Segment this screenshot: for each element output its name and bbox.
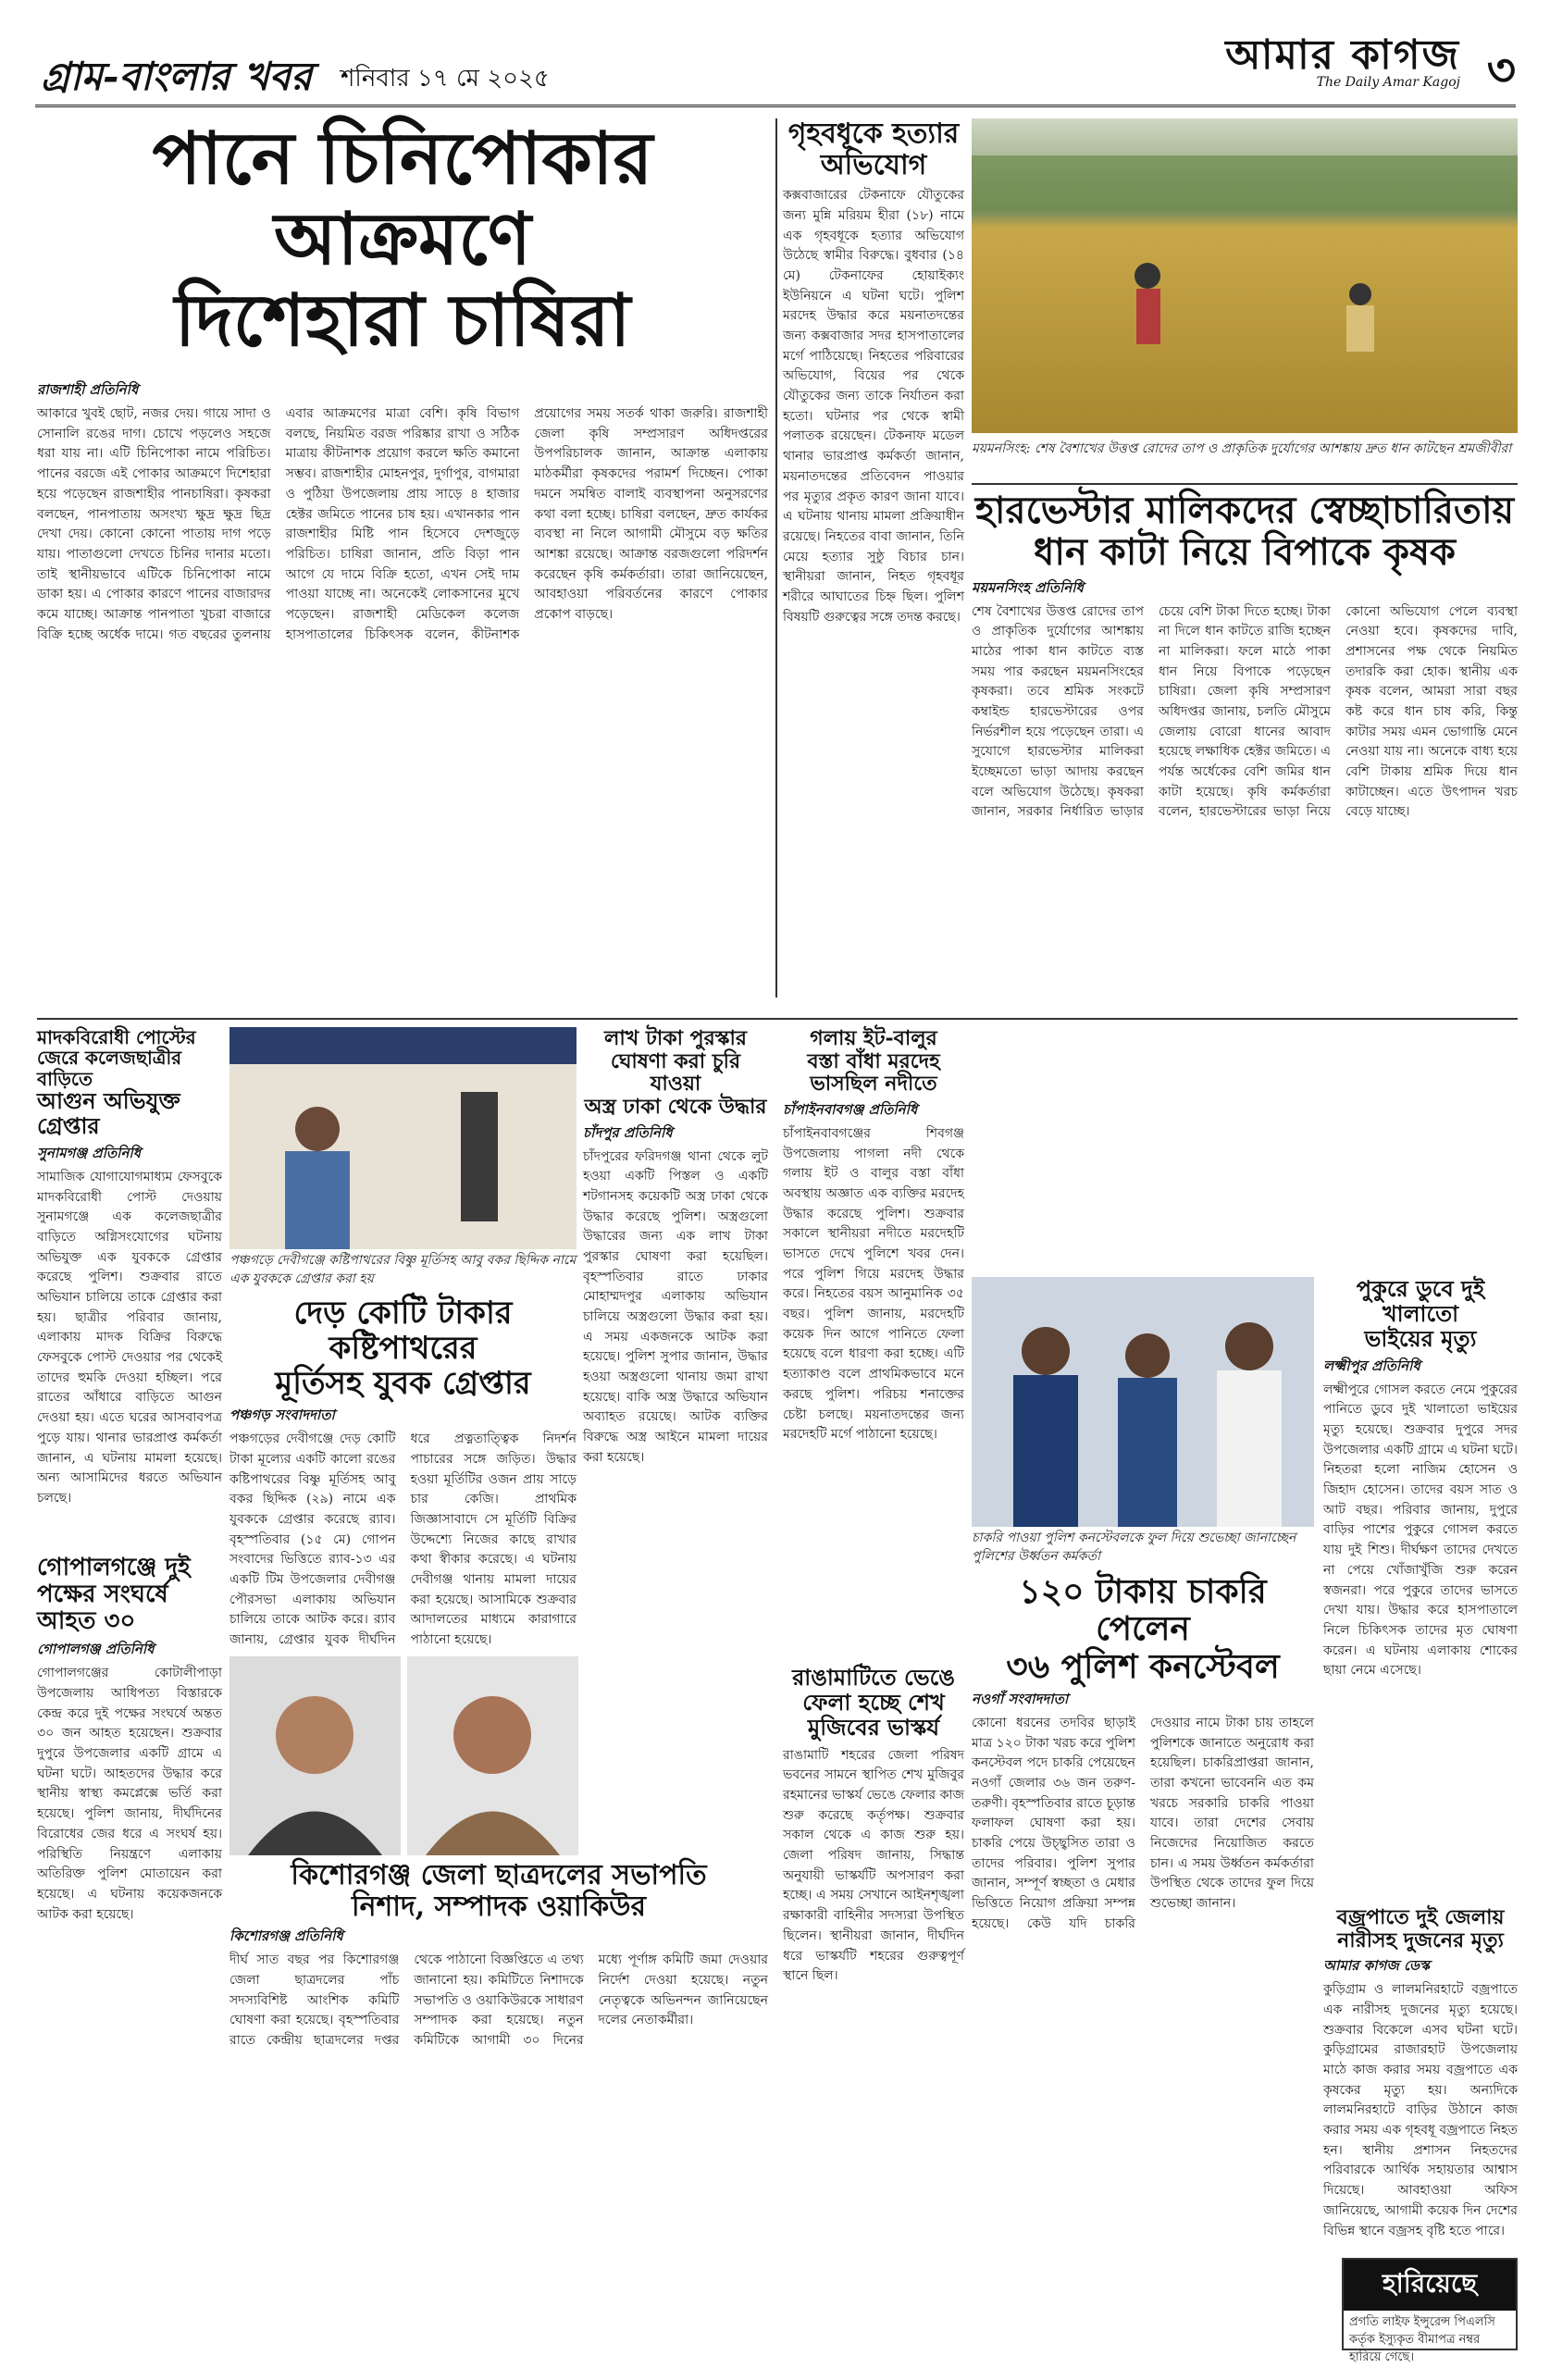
- byline: গোপালগঞ্জ প্রতিনিধি: [37, 1641, 155, 1658]
- section-title: গ্রাম-বাংলার খবর: [41, 54, 313, 99]
- headline: বজ্রপাতে দুই জেলায় নারীসহ দুজনের মৃত্যু: [1336, 1905, 1505, 1952]
- byline: কিশোরগঞ্জ প্রতিনিধি: [229, 1928, 343, 1945]
- lost-notice: [1342, 2258, 1518, 2364]
- byline: চাঁপাইনবাবগঞ্জ প্রতিনিধি: [783, 1100, 918, 1118]
- article-body: চাঁদপুরের ফরিদগঞ্জ থানা থেকে লুট হওয়া একটি পিস্তল ও একটি শটগানসহ কয়েকটি অস্ত্র ঢাকা থেকে উদ্ধার করেছে পুলিশ। অস্ত্রগুলো উদ্ধারের জন্য এক লাখ টাকা পুরস্কার ঘোষণা করা হয়েছিল। বৃহস্পতিবার রাতে ঢাকার মোহাম্মদপুর এলাকায় অভিযান চালিয়ে অস্ত্রগুলো উদ্ধার করা হয়। এ সময় একজনকে আটক করা হয়েছে। পুলিশ সুপার জানান, উদ্ধার হওয়া অস্ত্রগুলো থানায় জমা রাখা হয়েছে। বাকি অস্ত্র উদ্ধারে অভিযান অব্যাহত রয়েছে। আটক ব্যক্তির বিরুদ্ধে অস্ত্র আইনে মামলা দায়ের করা হয়েছে।: [583, 1148, 768, 1465]
- constable-photo-image: [972, 1277, 1314, 1527]
- arrest-photo-image: [229, 1027, 577, 1249]
- headline: গৃহবধূকে হত্যার অভিযোগ: [787, 118, 960, 181]
- article-body: দীর্ঘ সাত বছর পর কিশোরগঞ্জ জেলা ছাত্রদলের পাঁচ সদস্যবিশিষ্ট আংশিক কমিটি ঘোষণা করা হয়েছে। বৃহস্পতিবার রাতে কেন্দ্রীয় ছাত্রদলের দপ্তর থেকে পাঠানো বিজ্ঞপ্তিতে এ তথ্য জানানো হয়। কমিটিতে নিশাদকে সভাপতি ও ওয়াকিউরকে সাধারণ সম্পাদক করা হয়েছে। নতুন কমিটিকে আগামী ৩০ দিনের মধ্যে পূর্ণাঙ্গ কমিটি জমা দেওয়ার নির্দেশ দেওয়া হয়েছে। নতুন নেতৃত্বকে অভিনন্দন জানিয়েছেন দলের নেতাকর্মীরা।: [229, 1952, 768, 2048]
- headline: পানে চিনিপোকার আক্রমণে দিশেহারা চাষিরা: [152, 117, 653, 363]
- photo-caption: ময়মনসিংহ: শেষ বৈশাখের উত্তপ্ত রোদের তাপ ও প্রাকৃতিক দুর্যোগের আশঙ্কায় দ্রুত ধান কাটছেন শ্রমজীবীরা: [972, 441, 1512, 456]
- byline: লক্ষ্মীপুর প্রতিনিধি: [1323, 1357, 1420, 1374]
- headline: কিশোরগঞ্জ জেলা ছাত্রদলের সভাপতি নিশাদ, সম্পাদক ওয়াকিউর: [291, 1859, 707, 1923]
- article-stolen-arms: [583, 1027, 768, 1888]
- photo-paddy-harvest: [972, 118, 1518, 433]
- article-betel-pest: [37, 118, 768, 1011]
- headline: ১২০ টাকায় চাকরি পেলেন ৩৬ পুলিশ কনস্টেবল: [1006, 1572, 1280, 1686]
- byline: রাজশাহী প্রতিনিধি: [37, 381, 139, 399]
- byline: পঞ্চগড় সংবাদদাতা: [229, 1407, 335, 1424]
- person-photo-image: [407, 1656, 578, 1855]
- photo-caption: পঞ্চগড়ে দেবীগঞ্জে কষ্টিপাথরের বিষ্ণু মূর্তিসহ আবু বকর ছিদ্দিক নামে এক যুবককে গ্রেপ্তার করা হয়: [229, 1253, 577, 1287]
- headline: মাদকবিরোধী পোস্টের জেরে কলেজছাত্রীর বাড়িতে আগুন অভিযুক্ত গ্রেপ্তার: [37, 1026, 196, 1140]
- headline: দেড় কোটি টাকার কষ্টিপাথরের মূর্তিসহ যুবক গ্রেপ্তার: [275, 1295, 531, 1403]
- byline: সুনামগঞ্জ প্রতিনিধি: [37, 1144, 142, 1161]
- article-body: কোনো ধরনের তদবির ছাড়াই মাত্র ১২০ টাকা খরচ করে পুলিশ কনস্টেবল পদে চাকরি পেয়েছেন নওগাঁ জেলার ৩৬ জন তরুণ-তরুণী। বৃহস্পতিবার রাতে চূড়ান্ত ফলাফল ঘোষণা করা হয়। চাকরি পেয়ে উচ্ছ্বসিত তারা ও তাদের পরিবার। পুলিশ সুপার জানান, সম্পূর্ণ স্বচ্ছতা ও মেধার ভিত্তিতে নিয়োগ প্রক্রিয়া সম্পন্ন হয়েছে। কেউ যদি চাকরি দেওয়ার নামে টাকা চায় তাহলে পুলিশকে জানাতে অনুরোধ করা হয়েছিল। চাকরিপ্রাপ্তরা জানান, তারা কখনো ভাবেননি এত কম খরচে সরকারি চাকরি পাওয়া যাবে। তারা দেশের সেবায় নিজেদের নিয়োজিত করতে চান। এ সময় উর্ধ্বতন কর্মকর্তারা উপস্থিত থেকে তাদের ফুল দিয়ে শুভেচ্ছা জানান।: [972, 1715, 1314, 1931]
- article-harvester-owners: [972, 490, 1518, 990]
- article-housewife-murder: [783, 118, 964, 988]
- article-lightning: [1323, 1906, 1518, 2249]
- divider: [775, 118, 777, 998]
- article-body: চাঁপাইনবাবগঞ্জের শিবগঞ্জ উপজেলায় পাগলা নদী থেকে গলায় ইট ও বালুর বস্তা বাঁধা অবস্থায় অজ্ঞাত এক ব্যক্তির মরদেহ উদ্ধার করেছে পুলিশ। শুক্রবার সকালে স্থানীয়রা নদীতে মরদেহটি ভাসতে দেখে পুলিশে খবর দেন। পরে পুলিশ গিয়ে মরদেহ উদ্ধার করে। নিহতের বয়স আনুমানিক ৩৫ বছর। পুলিশ জানায়, মরদেহটি কয়েক দিন আগে পানিতে ফেলা হয়েছে বলে ধারণা করা হচ্ছে। এটি হত্যাকাণ্ড বলে প্রাথমিকভাবে মনে করছে পুলিশ। পরিচয় শনাক্তের চেষ্টা চলছে। ময়নাতদন্তের জন্য মরদেহটি মর্গে পাঠানো হয়েছে।: [783, 1125, 964, 1443]
- byline: ময়মনসিংহ প্রতিনিধি: [972, 578, 1084, 596]
- person-photo-image: [229, 1656, 401, 1855]
- issue-date: শনিবার ১৭ মে ২০২৫: [341, 65, 550, 93]
- headline: হারভেস্টার মালিকদের স্বেচ্ছাচারিতায় ধান কাটা নিয়ে বিপাকে কৃষক: [974, 489, 1515, 574]
- masthead-logo: আমার কাগজ The Daily Amar Kagoj: [1225, 31, 1460, 90]
- photo-rab-arrest: [229, 1027, 577, 1249]
- article-body: শেষ বৈশাখের উত্তপ্ত রোদের তাপ ও প্রাকৃতিক দুর্যোগের আশঙ্কায় মাঠের পাকা ধান কাটতে ব্যস্ত সময় পার করছেন ময়মনসিংহের কৃষকরা। তবে শ্রমিক সংকটে কম্বাইন্ড হারভেস্টারের ওপর নির্ভরশীল হয়ে পড়েছেন তারা। এ সুযোগে হারভেস্টার মালিকরা ইচ্ছেমতো ভাড়া আদায় করছেন বলে অভিযোগ উঠেছে। কৃষকরা জানান, সরকার নির্ধারিত ভাড়ার চেয়ে বেশি টাকা দিতে হচ্ছে। টাকা না দিলে ধান কাটতে রাজি হচ্ছেন না মালিকরা। ফলে মাঠে পাকা ধান নিয়ে বিপাকে পড়েছেন চাষিরা। জেলা কৃষি সম্প্রসারণ অধিদপ্তর জানায়, চলতি মৌসুমে জেলায় বোরো ধানের আবাদ হয়েছে লক্ষাধিক হেক্টর জমিতে। এ পর্যন্ত অর্ধেকের বেশি জমির ধান কাটা হয়েছে। কৃষি কর্মকর্তারা বলেন, হারভেস্টারের ভাড়া নিয়ে কোনো অভিযোগ পেলে ব্যবস্থা নেওয়া হবে। কৃষকদের দাবি, প্রশাসনের পক্ষ থেকে নিয়মিত তদারকি করা হোক। স্থানীয় এক কৃষক বলেন, আমরা সারা বছর কষ্ট করে ধান চাষ করি, কিন্তু কাটার সময় এমন ভোগান্তি মেনে নেওয়া যায় না। অনেকে বাধ্য হয়ে বেশি টাকায় শ্রমিক দিয়ে ধান কাটাচ্ছেন। এতে উৎপাদন খরচ বেড়ে যাচ্ছে।: [972, 603, 1518, 820]
- paddy-field-image: [972, 118, 1518, 433]
- article-sculpture: [783, 1666, 964, 2350]
- article-body: আকারে খুবই ছোট, নজর দেয়। গায়ে সাদা ও সোনালি রঙের দাগ। চোখে পড়লেও সহজে ধরা যায় না। এটি চিনিপোকা নামে পরিচিত। পানের বরজে এই পোকার আক্রমণে দিশেহারা হয়ে পড়েছেন রাজশাহীর পানচাষিরা। কৃষকরা বলছেন, পানপাতায় অসংখ্য ক্ষুদ্র ক্ষুদ্র ছিদ্র দেখা দেয়। কোনো কোনো পাতায় দাগ পড়ে যায়। পাতাগুলো দেখতে চিনির দানার মতো। তাই স্থানীয়ভাবে এটিকে চিনিপোকা নামে ডাকা হয়। এ পোকার কারণে পানের বাজারদর কমে যাচ্ছে। আক্রান্ত পানপাতা খুচরা বাজারে বিক্রি হচ্ছে অর্ধেক দামে। গত বছরের তুলনায় এবার আক্রমণের মাত্রা বেশি। কৃষি বিভাগ বলছে, নিয়মিত বরজ পরিষ্কার রাখা ও সঠিক মাত্রায় কীটনাশক প্রয়োগ করলে ক্ষতি কমানো সম্ভব। রাজশাহীর মোহনপুর, দুর্গাপুর, বাগমারা ও পুঠিয়া উপজেলায় প্রায় সাড়ে ৪ হাজার হেক্টর জমিতে পানের চাষ হয়। এখানকার পান রাজশাহীর মিষ্টি পান হিসেবে দেশজুড়ে পরিচিত। চাষিরা জানান, প্রতি বিড়া পান আগে যে দামে বিক্রি হতো, এখন সেই দাম পাওয়া যাচ্ছে না। অনেকেই লোকসানের মুখে পড়েছেন। রাজশাহী মেডিকেল কলেজ হাসপাতালের চিকিৎসক বলেন, কীটনাশক প্রয়োগের সময় সতর্ক থাকা জরুরি। রাজশাহী জেলা কৃষি সম্প্রসারণ অধিদপ্তরের উপপরিচালক জানান, আক্রান্ত এলাকায় মাঠকর্মীরা কৃষকদের পরামর্শ দিচ্ছেন। পোকা দমনে সমন্বিত বালাই ব্যবস্থাপনা অনুসরণের কথা বলা হচ্ছে। চাষিরা বলছেন, দ্রুত কার্যকর ব্যবস্থা না নিলে আগামী মৌসুমে বড় ক্ষতির আশঙ্কা রয়েছে। আক্রান্ত বরজগুলো পরিদর্শন করেছেন কৃষি কর্মকর্তারা। তারা জানিয়েছেন, আবহাওয়া পরিবর্তনের কারণে পোকার প্রকোপ বাড়ছে।: [37, 406, 768, 642]
- article-body: কক্সবাজারের টেকনাফে যৌতুকের জন্য মুন্নি মরিয়ম হীরা (১৮) নামে এক গৃহবধূকে হত্যার অভিযোগ উঠেছে স্বামীর বিরুদ্ধে। বুধবার (১৪ মে) টেকনাফের হোয়াইক্যং ইউনিয়নে এ ঘটনা ঘটে। পুলিশ মরদেহ উদ্ধার করে ময়নাতদন্তের জন্য কক্সবাজার সদর হাসপাতালের মর্গে পাঠিয়েছে। নিহতের পরিবারের অভিযোগ, বিয়ের পর থেকে যৌতুকের জন্য তাকে নির্যাতন করা হতো। ঘটনার পর থেকে স্বামী পলাতক রয়েছেন। টেকনাফ মডেল থানার ভারপ্রাপ্ত কর্মকর্তা জানান, ময়নাতদন্তের প্রতিবেদন পাওয়ার পর মৃত্যুর প্রকৃত কারণ জানা যাবে। এ ঘটনায় থানায় মামলা প্রক্রিয়াধীন রয়েছে। নিহতের বাবা জানান, তিনি মেয়ে হত্যার সুষ্ঠু বিচার চান। স্থানীয়রা জানান, নিহত গৃহবধূর শরীরে আঘাতের চিহ্ন ছিল। পুলিশ বিষয়টি গুরুত্বের সঙ্গে তদন্ত করছে।: [783, 188, 964, 625]
- page-number: ৩: [1486, 44, 1516, 96]
- divider: [37, 1018, 1518, 1020]
- byline: আমার কাগজ ডেস্ক: [1323, 1957, 1430, 1975]
- article-drowning: [1323, 1277, 1518, 1897]
- article-arson-arrest: [37, 1027, 222, 1545]
- portrait-secretary: [407, 1656, 578, 1855]
- article-chhatradal: [229, 1860, 768, 2350]
- lost-notice-title: হারিয়েছে: [1344, 2260, 1516, 2311]
- photo-police-constable: [972, 1277, 1314, 1527]
- headline: গোপালগঞ্জে দুই পক্ষের সংঘর্ষে আহত ৩০: [37, 1554, 191, 1636]
- article-idol-seizure: [229, 1295, 577, 1647]
- page-header: [35, 33, 1516, 107]
- article-body: লক্ষ্মীপুরে গোসল করতে নেমে পুকুরের পানিতে ডুবে দুই খালাতো ভাইয়ের মৃত্যু হয়েছে। শুক্রবার দুপুরে সদর উপজেলার একটি গ্রামে এ ঘটনা ঘটে। নিহতরা হলো নাজিম হোসেন ও জিহাদ হোসেন। তাদের বয়স সাত ও আট বছর। পরিবার জানায়, দুপুরে বাড়ির পাশের পুকুরে গোসল করতে যায় দুই শিশু। দীর্ঘক্ষণ তাদের দেখতে না পেয়ে খোঁজাখুঁজি শুরু করেন স্বজনরা। পরে পুকুরে তাদের ভাসতে দেখা যায়। উদ্ধার করে হাসপাতালে নিলে চিকিৎসক তাদের মৃত ঘোষণা করেন। এ ঘটনায় এলাকায় শোকের ছায়া নেমে এসেছে।: [1323, 1382, 1518, 1679]
- headline: রাঙামাটিতে ভেঙে ফেলা হচ্ছে শেখ মুজিবের ভাস্কর্য: [792, 1664, 955, 1741]
- article-river-body: [783, 1027, 964, 1656]
- headline: গলায় ইট-বালুর বস্তা বাঁধা মরদেহ ভাসছিল নদীতে: [807, 1026, 940, 1097]
- article-body: গোপালগঞ্জের কোটালীপাড়া উপজেলায় আধিপত্য বিস্তারকে কেন্দ্র করে দুই পক্ষের সংঘর্ষে অন্তত ৩০ জন আহত হয়েছেন। শুক্রবার দুপুরে উপজেলার একটি গ্রামে এ ঘটনা ঘটে। আহতদের উদ্ধার করে স্থানীয় স্বাস্থ্য কমপ্লেক্সে ভর্তি করা হয়েছে। পুলিশ জানায়, দীর্ঘদিনের বিরোধের জের ধরে এ সংঘর্ষ হয়। পরিস্থিতি নিয়ন্ত্রণে এলাকায় অতিরিক্ত পুলিশ মোতায়েন করা হয়েছে। এ ঘটনায় কয়েকজনকে আটক করা হয়েছে।: [37, 1666, 222, 1922]
- divider: [972, 483, 1518, 485]
- headline: পুকুরে ডুবে দুই খালাতো ভাইয়ের মৃত্যু: [1356, 1275, 1485, 1352]
- byline: চাঁদপুর প্রতিনিধি: [583, 1123, 673, 1141]
- lost-notice-body: প্রগতি লাইফ ইন্সুরেন্স পিএলসি কর্তৃক ইস্যুকৃত বীমাপত্র নম্বর হারিয়ে গেছে।: [1349, 2315, 1495, 2364]
- article-body: রাঙামাটি শহরের জেলা পরিষদ ভবনের সামনে স্থাপিত শেখ মুজিবুর রহমানের ভাস্কর্য ভেঙে ফেলার কাজ শুরু করেছে কর্তৃপক্ষ। শুক্রবার সকাল থেকে এ কাজ শুরু হয়। জেলা পরিষদ জানায়, সিদ্ধান্ত অনুযায়ী ভাস্কর্যটি অপসারণ করা হচ্ছে। এ সময় সেখানে আইনশৃঙ্খলা রক্ষাকারী বাহিনীর সদস্যরা উপস্থিত ছিলেন। স্থানীয়রা জানান, দীর্ঘদিন ধরে ভাস্কর্যটি শহরের গুরুত্বপূর্ণ স্থানে ছিল।: [783, 1747, 964, 1984]
- article-clash: [37, 1555, 222, 2350]
- portrait-president: [229, 1656, 401, 1855]
- article-body: সামাজিক যোগাযোগমাধ্যম ফেসবুকে মাদকবিরোধী পোস্ট দেওয়ায় সুনামগঞ্জে এক কলেজছাত্রীর বাড়িতে অগ্নিসংযোগের ঘটনায় অভিযুক্ত এক যুবককে গ্রেপ্তার করেছে পুলিশ। শুক্রবার রাতে অভিযান চালিয়ে তাকে গ্রেপ্তার করা হয়। ছাত্রীর পরিবার জানায়, এলাকায় মাদক বিক্রির বিরুদ্ধে ফেসবুকে পোস্ট দেওয়ার পর থেকেই তাদের হুমকি দেওয়া হচ্ছিল। পরে রাতের আঁধারে বাড়িতে আগুন দেওয়া হয়। এতে ঘরের আসবাবপত্র পুড়ে যায়। থানার ভারপ্রাপ্ত কর্মকর্তা জানান, এ ঘটনায় মামলা হয়েছে। অন্য আসামিদের ধরতে অভিযান চলছে।: [37, 1169, 222, 1506]
- byline: নওগাঁ সংবাদদাতা: [972, 1690, 1069, 1707]
- article-body: কুড়িগ্রাম ও লালমনিরহাটে বজ্রপাতে এক নারীসহ দুজনের মৃত্যু হয়েছে। শুক্রবার বিকেলে এসব ঘটনা ঘটে। কুড়িগ্রামের রাজারহাট উপজেলায় মাঠে কাজ করার সময় বজ্রপাতে এক কৃষকের মৃত্যু হয়। অন্যদিকে লালমনিরহাটে বাড়ির উঠানে কাজ করার সময় এক গৃহবধূ বজ্রপাতে নিহত হন। স্থানীয় প্রশাসন নিহতদের পরিবারকে আর্থিক সহায়তার আশ্বাস দিয়েছে। আবহাওয়া অফিস জানিয়েছে, আগামী কয়েক দিন দেশের বিভিন্ন স্থানে বজ্রসহ বৃষ্টি হতে পারে।: [1323, 1982, 1518, 2238]
- article-constable-jobs: [972, 1573, 1314, 2350]
- article-body: পঞ্চগড়ের দেবীগঞ্জে দেড় কোটি টাকা মূল্যের একটি কালো রঙের কষ্টিপাথরের বিষ্ণু মূর্তিসহ আবু বকর ছিদ্দিক (২৯) নামে এক যুবককে গ্রেপ্তার করেছে র‍্যাব। বৃহস্পতিবার (১৫ মে) গোপন সংবাদের ভিত্তিতে র‍্যাব-১৩ এর একটি টিম উপজেলার দেবীগঞ্জ পৌরসভা এলাকায় অভিযান চালিয়ে তাকে আটক করে। র‍্যাব জানায়, গ্রেপ্তার যুবক দীর্ঘদিন ধরে প্রত্নতাত্ত্বিক নিদর্শন পাচারের সঙ্গে জড়িত। উদ্ধার হওয়া মূর্তিটির ওজন প্রায় সাড়ে চার কেজি। প্রাথমিক জিজ্ঞাসাবাদে সে মূর্তিটি বিক্রির উদ্দেশ্যে নিজের কাছে রাখার কথা স্বীকার করেছে। এ ঘটনায় দেবীগঞ্জ থানায় মামলা দায়ের করা হয়েছে। আসামিকে শুক্রবার আদালতের মাধ্যমে কারাগারে পাঠানো হয়েছে।: [229, 1432, 577, 1648]
- headline: লাখ টাকা পুরস্কার ঘোষণা করা চুরি যাওয়া অস্ত্র ঢাকা থেকে উদ্ধার: [584, 1026, 767, 1119]
- photo-caption: চাকরি পাওয়া পুলিশ কনস্টেবলকে ফুল দিয়ে শুভেচ্ছা জানাচ্ছেন পুলিশের উর্ধ্বতন কর্মকর্তা: [972, 1531, 1296, 1565]
